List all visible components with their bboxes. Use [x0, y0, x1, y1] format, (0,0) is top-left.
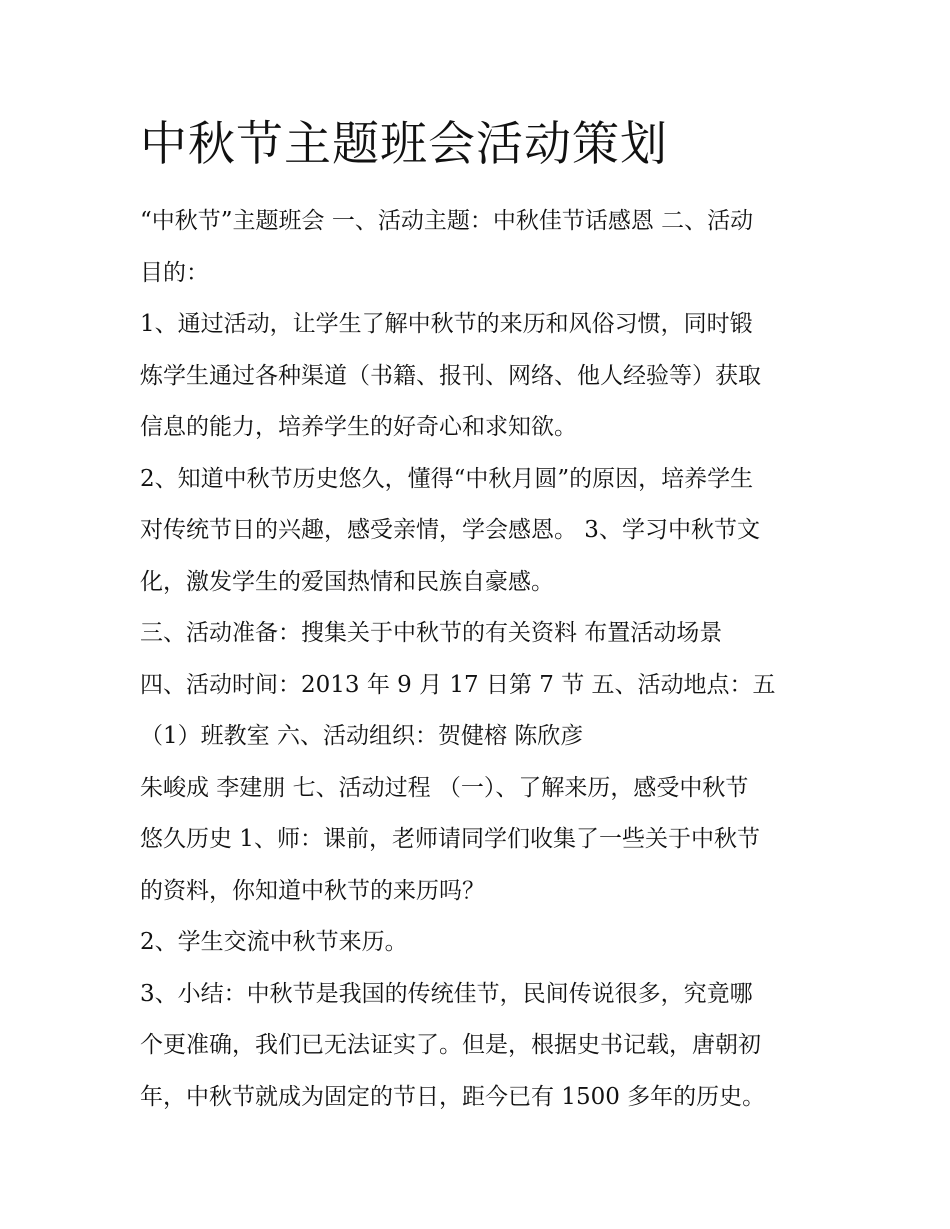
- text-line: 个更准确，我们已无法证实了。但是，根据史书记载，唐朝初: [140, 1032, 761, 1058]
- text-line: 四、活动时间：2013 年 9 月 17 日第 7 节 五、活动地点：五: [140, 671, 776, 698]
- document-body: [140, 196, 830, 1123]
- text-line: “中秋节”主题班会 一、活动主题：中秋佳节话感恩 二、活动: [140, 208, 754, 234]
- text-line: 悠久历史 1、师：课前，老师请同学们收集了一些关于中秋节: [140, 826, 760, 852]
- text-line: 3、小结：中秋节是我国的传统佳节，民间传说很多，究竟哪: [140, 980, 753, 1007]
- text-line: 1、通过活动，让学生了解中秋节的来历和风俗习惯，同时锻: [140, 311, 753, 337]
- text-line: 年，中秋节就成为固定的节日，距今已有 1500 多年的历史。: [140, 1083, 766, 1110]
- text-line: 朱峻成 李建朋 七、活动过程 （一）、了解来历，感受中秋节: [140, 774, 749, 801]
- text-line: 2、学生交流中秋节来历。: [140, 929, 408, 955]
- text-line: 的资料，你知道中秋节的来历吗？: [140, 877, 485, 904]
- text-line: （1）班教室 六、活动组织：贺健榕 陈欣彦: [140, 723, 584, 749]
- text-line: 目的：: [140, 259, 209, 286]
- text-line: 2、知道中秋节历史悠久，懂得“中秋月圆”的原因，培养学生: [140, 465, 754, 492]
- text-line: 化，激发学生的爱国热情和民族自豪感。: [140, 568, 554, 595]
- text-line: 炼学生通过各种渠道（书籍、报刊、网络、他人经验等）获取: [140, 362, 761, 389]
- text-line: 对传统节日的兴趣，感受亲情，学会感恩。 3、学习中秋节文: [140, 517, 760, 543]
- document-title: 中秋节主题班会活动策划: [140, 117, 668, 172]
- text-line: 三、活动准备：搜集关于中秋节的有关资料 布置活动场景: [140, 620, 723, 646]
- text-line: 信息的能力，培养学生的好奇心和求知欲。: [140, 414, 577, 440]
